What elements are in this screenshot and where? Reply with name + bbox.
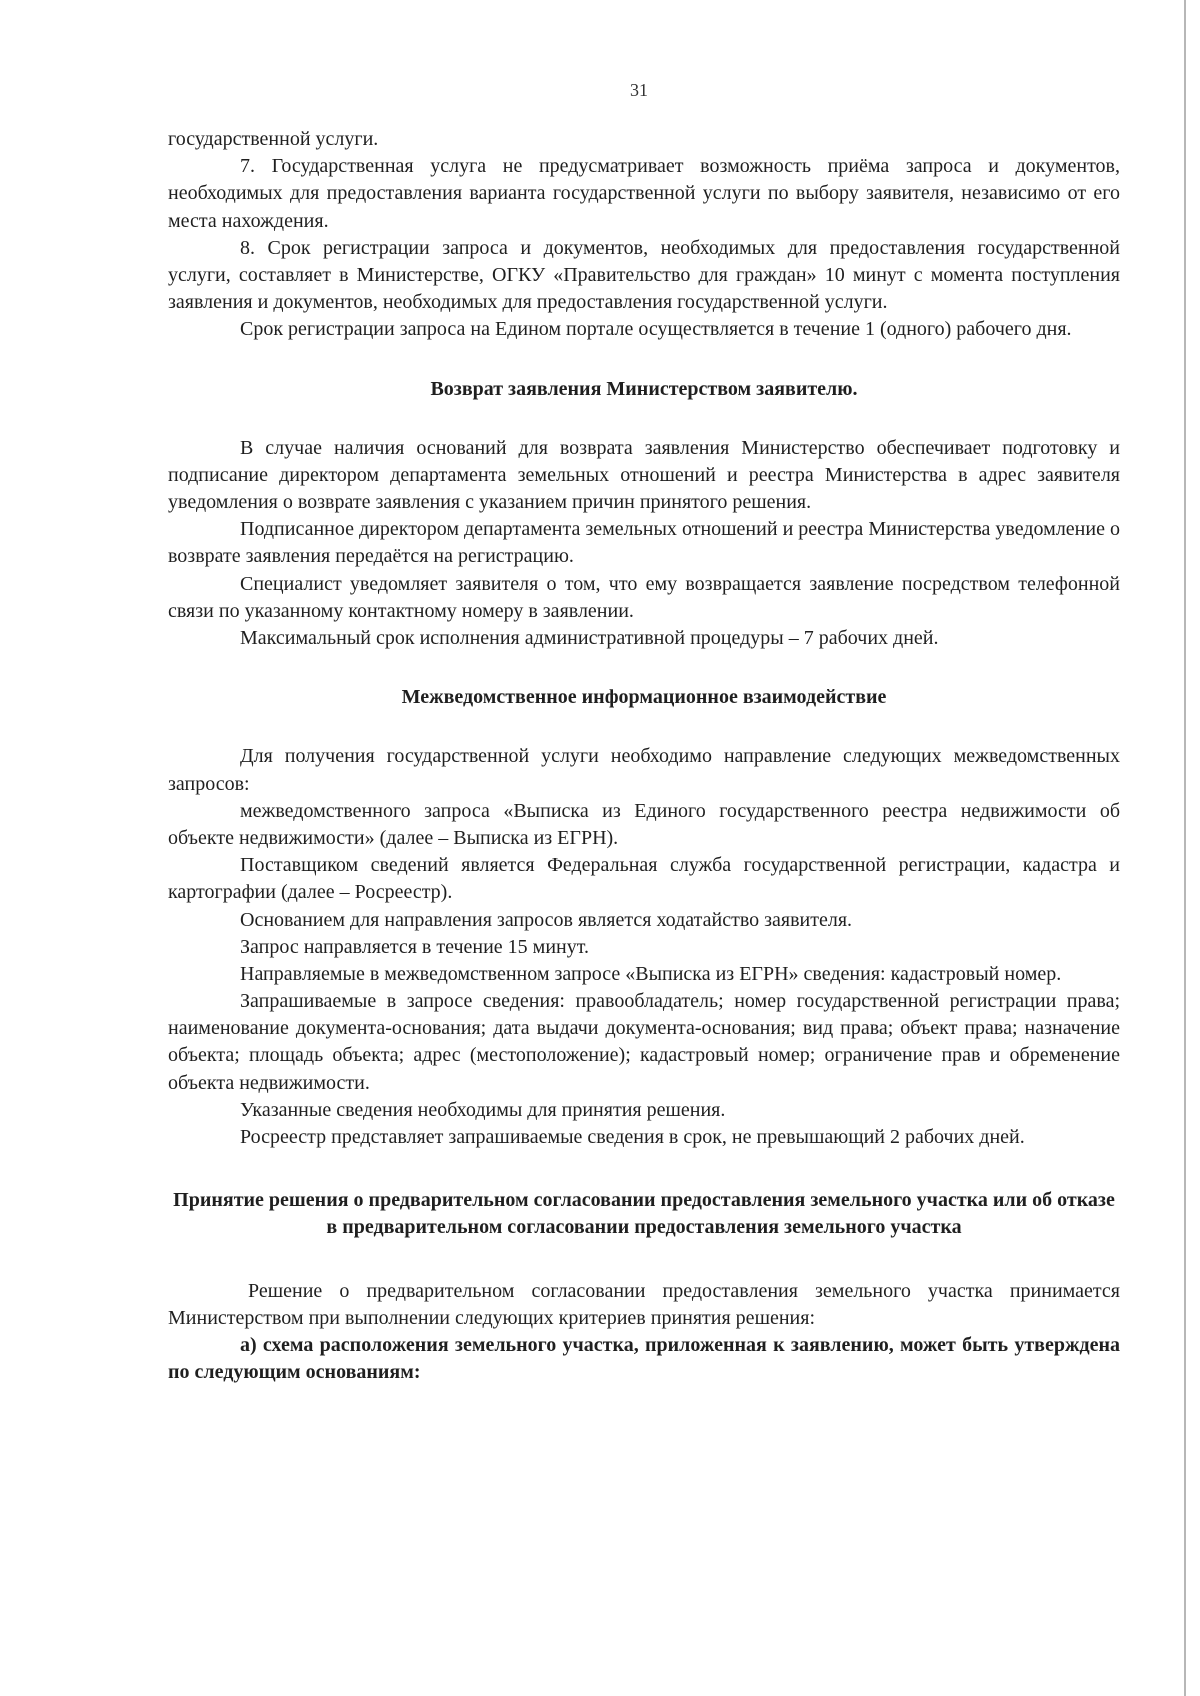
paragraph: Решение о предварительном согласовании предоставления земельного участка принимается Министерством при выполнении следующих критериев принятия решения: [168,1279,1120,1329]
section-heading: Возврат заявления Министерством заявителю. [430,377,858,400]
section-spacer [168,711,1120,743]
section-spacer [168,652,1120,684]
section-heading: Принятие решения о предварительном согласовании предоставления земельного участка или об отказе в предварительном согласовании предоставления земельного участка [173,1189,1115,1239]
paragraph: В случае наличия оснований для возврата заявления Министерство обеспечивает подготовку и подписание директором департамента земельных отношений и реестра Министерства в адрес заявителя уведомления о возврате заявления с указанием причин принятого решения. [168,436,1120,514]
page-number: 31 [630,80,648,100]
paragraph: Максимальный срок исполнения административной процедуры – 7 рабочих дней. [240,627,939,649]
paragraph: Подписанное директором департамента земельных отношений и реестра Министерства уведомление о возврате заявления передаётся на регистрацию. [168,518,1120,568]
paragraph: Указанные сведения необходимы для принятия решения. [240,1098,726,1121]
paragraph: Запрашиваемые в запросе сведения: правообладатель; номер государственной регистрации права; наименование документа-основания; дата выдачи документа-основания; вид права; объект права; назначение объекта; площадь объекта; адрес (местоположение); кадастровый номер; ограничение прав и обременение объекта недвижимости. [168,990,1120,1094]
section-spacer [168,344,1120,376]
paragraph: межведомственного запроса «Выписка из Единого государственного реестра недвижимости об объекте недвижимости» (далее – Выписка из ЕГРН). [168,799,1120,849]
paragraph: Направляемые в межведомственном запросе «Выписка из ЕГРН» сведения: кадастровый номер. [240,962,1062,985]
paragraph: Росреестр представляет запрашиваемые сведения в срок, не превышающий 2 рабочих дней. [240,1126,1025,1148]
paragraph: государственной услуги. [168,128,379,150]
scan-edge-line [1184,0,1186,1696]
paragraph: Запрос направляется в течение 15 минут. [240,935,589,958]
section-spacer [168,1242,1120,1278]
paragraph: Для получения государственной услуги необходимо направление следующих межведомственных запросов: [168,745,1120,795]
section-spacer [168,403,1120,435]
document-body [168,126,1120,1386]
section-heading: Межведомственное информационное взаимодействие [401,686,887,709]
paragraph: Поставщиком сведений является Федеральная служба государственной регистрации, кадастра и картографии (далее – Росреестр). [168,854,1120,904]
paragraph: а) схема расположения земельного участка, приложенная к заявлению, может быть утверждена по следующим основаниям: [168,1333,1120,1384]
section-spacer [168,1151,1120,1187]
paragraph: Срок регистрации запроса на Едином портале осуществляется в течение 1 (одного) рабочего дня. [240,318,1072,341]
paragraph: 7. Государственная услуга не предусматривает возможность приёма запроса и документов, необходимых для предоставления варианта государственной услуги по выбору заявителя, независимо от его места нахождения. [168,155,1120,232]
paragraph: Основанием для направления запросов является ходатайство заявителя. [240,908,853,931]
paragraph: 8. Срок регистрации запроса и документов, необходимых для предоставления государственной услуги, составляет в Министерстве, ОГКУ «Правительство для граждан» 10 минут с момента поступления заявления и документов, необходимых для предоставления государственной услуги. [168,236,1120,314]
paragraph: Специалист уведомляет заявителя о том, что ему возвращается заявление посредством телефонной связи по указанному контактному номеру в заявлении. [168,572,1120,622]
